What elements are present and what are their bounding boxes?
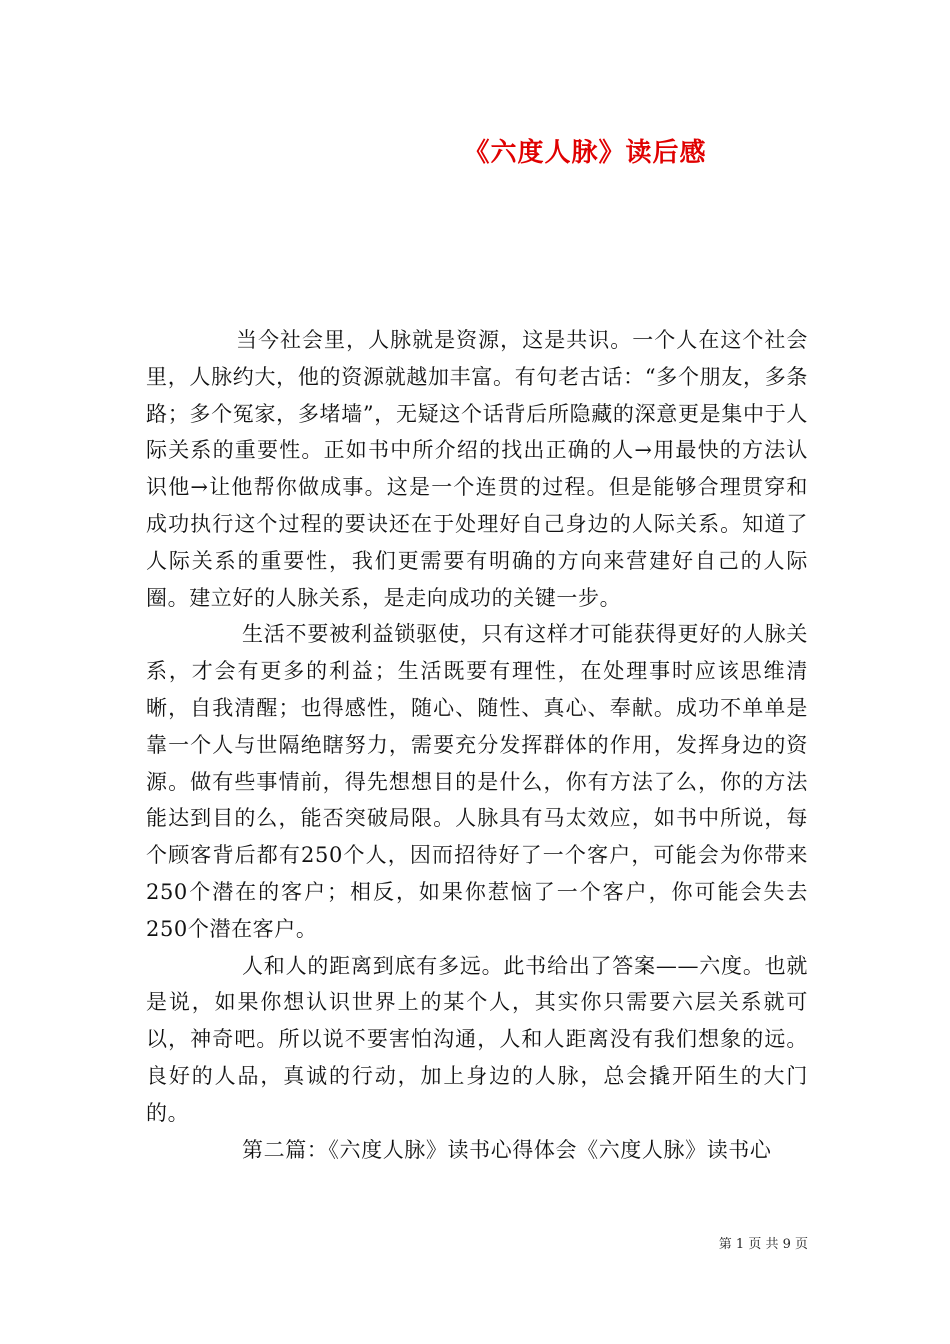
paragraph-4: 第二篇：《六度人脉》读书心得体会《六度人脉》读书心 [242,1137,772,1162]
document-title: 《六度人脉》读后感 [463,138,707,168]
paragraph-3: 人和人的距离到底有多远。此书给出了答案——六度。也就是说，如果你想认识世界上的某个人，其实你只需要六层关系就可以，神奇吧。所以说不要害怕沟通，人和人距离没有我们想象的远。良好的人品，真诚的行动，加上身边的人脉，总会撬开陌生的大门的。 [146,953,808,1125]
document-body [146,322,808,1168]
page-number-footer: 第 1 页 共 9 页 [718,1237,808,1252]
paragraph-2: 生活不要被利益锁驱使，只有这样才可能获得更好的人脉关系，才会有更多的利益；生活既要有理性，在处理事时应该思维清晰，自我清醒；也得感性，随心、随性、真心、奉献。成功不单单是靠一个人与世隔绝瞎努力，需要充分发挥群体的作用，发挥身边的资源。做有些事情前，得先想想目的是什么，你有方法了么，你的方法能达到目的么，能否突破局限。人脉具有马太效应，如书中所说，每个顾客背后都有250个人，因而招待好了一个客户，可能会为你带来250个潜在的客户；相反，如果你惹恼了一个客户，你可能会失去250个潜在客户。 [146,622,808,941]
paragraph-1: 当今社会里，人脉就是资源，这是共识。一个人在这个社会里，人脉约大，他的资源就越加丰富。有句老古话：“多个朋友，多条路；多个冤家，多堵墙”，无疑这个话背后所隐藏的深意更是集中于人际关系的重要性。正如书中所介绍的找出正确的人→用最快的方法认识他→让他帮你做成事。这是一个连贯的过程。但是能够合理贯穿和成功执行这个过程的要诀还在于处理好自己身边的人际关系。知道了人际关系的重要性，我们更需要有明确的方向来营建好自己的人际圈。建立好的人脉关系，是走向成功的关键一步。 [146,328,808,610]
